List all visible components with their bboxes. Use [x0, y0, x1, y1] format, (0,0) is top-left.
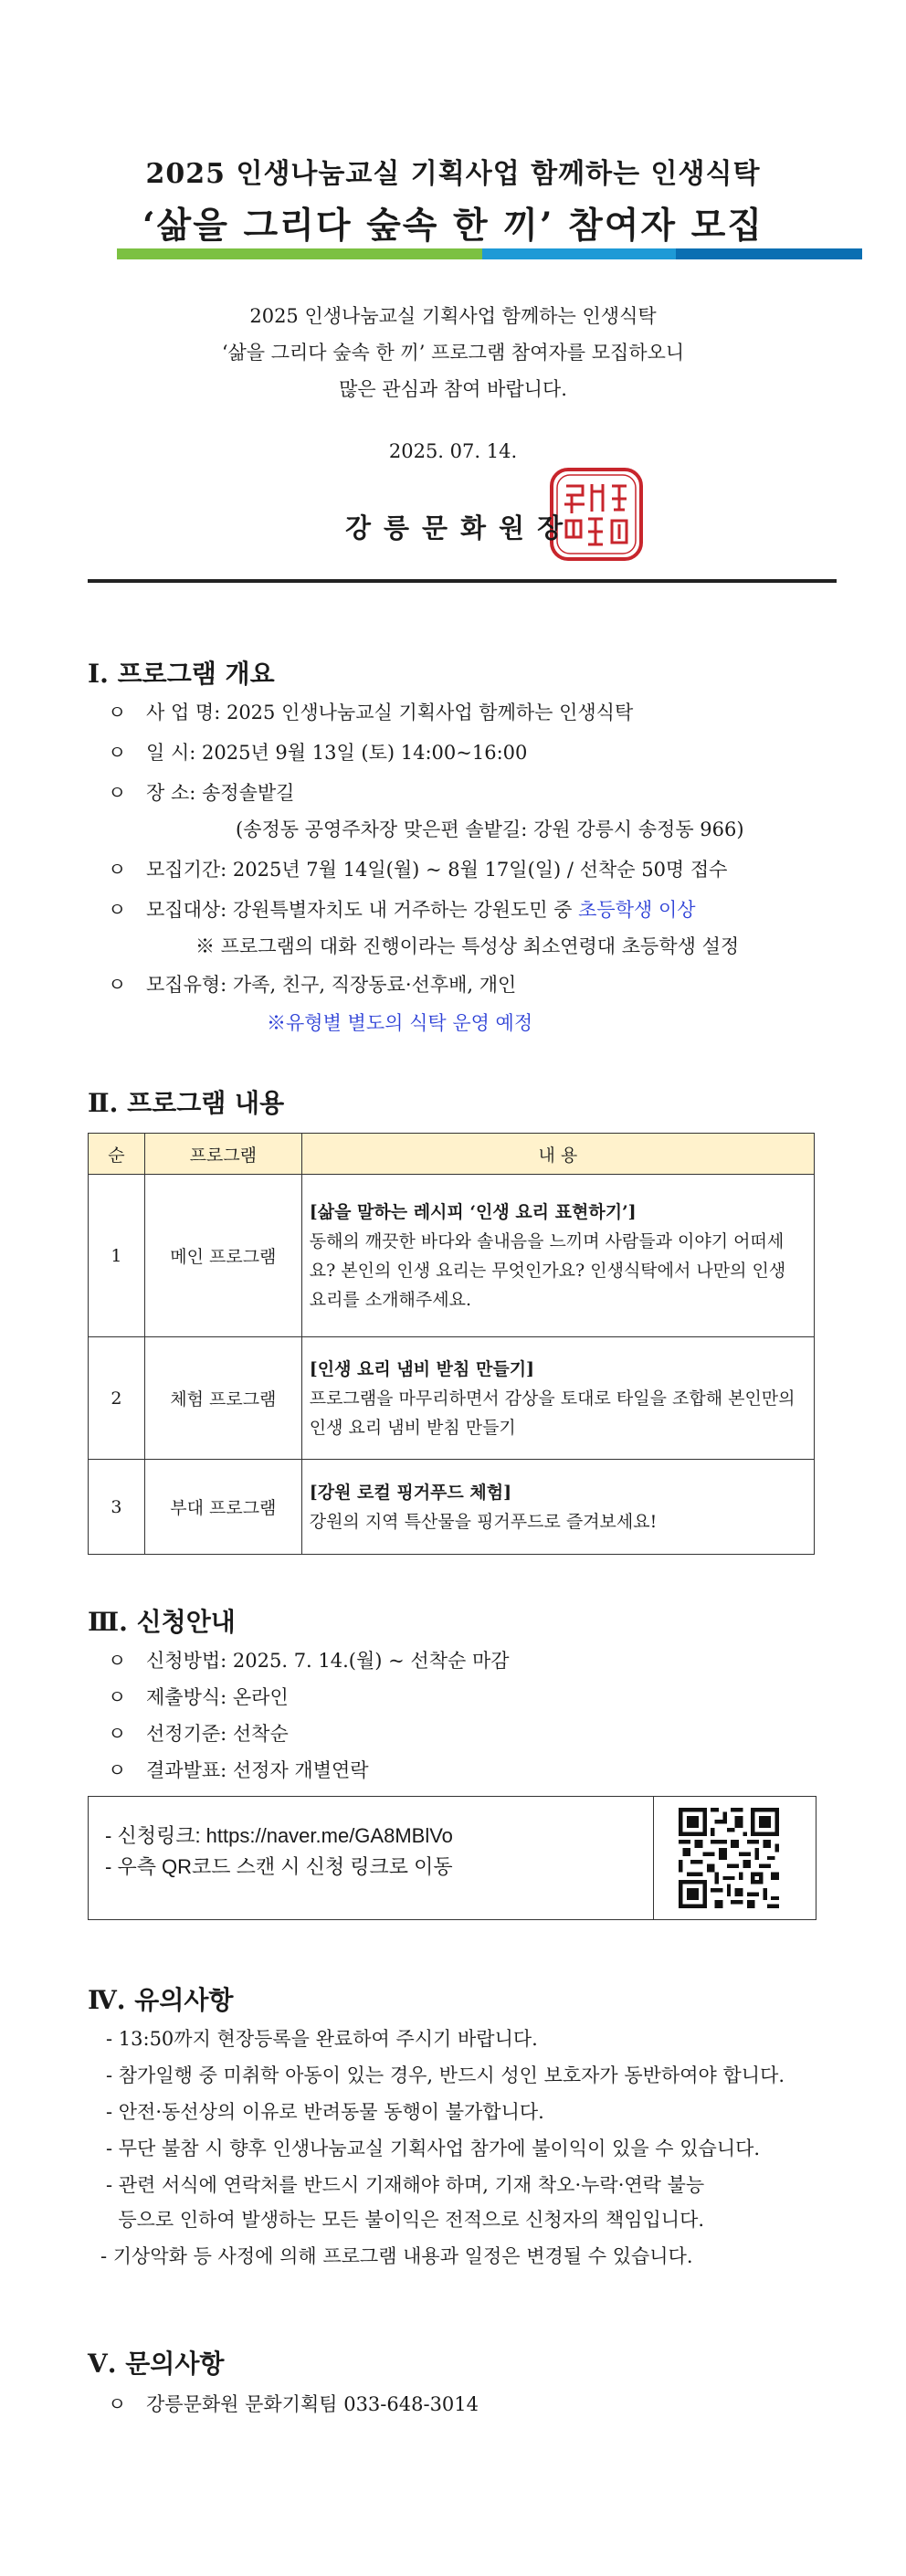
link-box-divider: [653, 1797, 654, 1919]
intro-line-3: 많은 관심과 참여 바랍니다.: [339, 378, 567, 400]
apply-criteria: ㅇ 선정기준: 선착순: [108, 1723, 289, 1745]
section-4-heading: Ⅳ. 유의사항: [88, 1985, 234, 2015]
overview-type: ㅇ 모집유형: 가족, 친구, 직장동료·선후배, 개인: [108, 974, 517, 996]
row-number: 1: [89, 1175, 145, 1337]
title-stripe-blue: [482, 248, 676, 259]
overview-place-detail: (송정동 공영주차장 맞은편 솔밭길: 강원 강릉시 송정동 966): [236, 818, 744, 840]
application-link-box: [88, 1796, 816, 1920]
qr-instruction: - 우측 QR코드 스캔 시 신청 링크로 이동: [105, 1855, 453, 1878]
apply-method: ㅇ 신청방법: 2025. 7. 14.(월) ~ 선착순 마감: [108, 1650, 510, 1672]
row-number: 2: [89, 1337, 145, 1460]
section-2-heading: Ⅱ. 프로그램 내용: [88, 1088, 285, 1118]
program-content: [301, 1175, 814, 1337]
program-name: 체험 프로그램: [144, 1337, 301, 1460]
note-item: - 무단 불참 시 향후 인생나눔교실 기획사업 참가에 불이익이 있을 수 있습니다.: [106, 2138, 761, 2159]
overview-target: ㅇ 모집대상: 강원특별자치도 내 거주하는 강원도민 중 초등학생 이상: [108, 899, 696, 921]
table-row: [89, 1337, 815, 1460]
note-item: - 기상악화 등 사정에 의해 프로그램 내용과 일정은 변경될 수 있습니다.: [100, 2245, 693, 2267]
note-item: - 관련 서식에 연락처를 반드시 기재해야 하며, 기재 착오·누락·연락 불능: [106, 2174, 705, 2196]
note-item: 등으로 인하여 발생하는 모든 불이익은 전적으로 신청자의 책임입니다.: [106, 2209, 705, 2231]
program-content: [301, 1460, 814, 1555]
column-header-content: 내 용: [301, 1134, 814, 1175]
program-desc: 프로그램을 마무리하면서 감상을 토대로 타일을 조합해 본인만의 인생 요리 냄비 받침 만들기: [309, 1388, 795, 1438]
program-name: 메인 프로그램: [144, 1175, 301, 1337]
table-row: [89, 1175, 815, 1337]
row-number: 3: [89, 1460, 145, 1555]
program-table: [88, 1133, 815, 1555]
title-line-1: 2025 인생나눔교실 기획사업 함께하는 인생식탁: [145, 158, 761, 190]
issue-date: 2025. 07. 14.: [388, 440, 518, 462]
overview-project: ㅇ 사 업 명: 2025 인생나눔교실 기획사업 함께하는 인생식탁: [108, 702, 634, 723]
organization-name: 강릉문화원장: [345, 512, 576, 544]
apply-submission: ㅇ 제출방식: 온라인: [108, 1686, 289, 1708]
note-item: - 안전·동선상의 이유로 반려동물 동행이 불가합니다.: [106, 2101, 544, 2123]
overview-target-note: ※ 프로그램의 대화 진행이라는 특성상 최소연령대 초등학생 설정: [195, 935, 740, 957]
program-desc: 강원의 지역 특산물을 핑거푸드로 즐겨보세요!: [309, 1511, 658, 1532]
overview-place: ㅇ 장 소: 송정솔밭길: [108, 782, 295, 804]
contact-info: ㅇ 강릉문화원 문화기획팀 033-648-3014: [108, 2393, 479, 2415]
header-divider: [88, 579, 837, 583]
program-title: [인생 요리 냄비 받침 만들기]: [309, 1358, 535, 1379]
title-line-2: ‘삶을 그리다 숲속 한 끼’ 참여자 모집: [142, 205, 764, 247]
application-link[interactable]: - 신청링크: https://naver.me/GA8MBlVo: [105, 1824, 453, 1847]
program-content: [301, 1337, 814, 1460]
table-header-row: [89, 1134, 815, 1175]
overview-datetime: ㅇ 일 시: 2025년 9월 13일 (토) 14:00~16:00: [108, 742, 528, 764]
program-name: 부대 프로그램: [144, 1460, 301, 1555]
program-title: [삶을 말하는 레시피 ‘인생 요리 표현하기’]: [309, 1201, 637, 1222]
apply-announcement: ㅇ 결과발표: 선정자 개별연락: [108, 1759, 369, 1781]
intro-line-1: 2025 인생나눔교실 기획사업 함께하는 인생식탁: [249, 305, 657, 327]
section-1-heading: Ⅰ. 프로그램 개요: [88, 659, 275, 689]
intro-line-2: ‘삶을 그리다 숲속 한 끼’ 프로그램 참여자를 모집하오니: [221, 342, 685, 364]
section-5-heading: Ⅴ. 문의사항: [88, 2349, 225, 2379]
column-header-no: 순: [89, 1134, 145, 1175]
overview-type-note: ※유형별 별도의 식탁 운영 예정: [267, 1012, 533, 1034]
overview-period: ㅇ 모집기간: 2025년 7월 14일(월) ~ 8월 17일(일) / 선착순 50명 접수: [108, 859, 728, 881]
title-stripe-green: [117, 248, 482, 259]
title-stripe-navy: [676, 248, 862, 259]
note-item: - 13:50까지 현장등록을 완료하여 주시기 바랍니다.: [106, 2028, 538, 2050]
program-title: [강원 로컬 핑거푸드 체험]: [309, 1482, 512, 1503]
section-3-heading: Ⅲ. 신청안내: [88, 1607, 236, 1637]
target-highlight: 초등학생 이상: [578, 899, 696, 921]
program-desc: 동해의 깨끗한 바다와 솔내음을 느끼며 사람들과 이야기 어떠세요? 본인의 인생 요리는 무엇인가요? 인생식탁에서 나만의 인생 요리를 소개해주세요.: [309, 1230, 786, 1310]
column-header-program: 프로그램: [144, 1134, 301, 1175]
note-item: - 참가일행 중 미취학 아동이 있는 경우, 반드시 성인 보호자가 동반하여야 합니다.: [106, 2064, 785, 2086]
table-row: [89, 1460, 815, 1555]
qr-code-icon[interactable]: [679, 1808, 779, 1908]
